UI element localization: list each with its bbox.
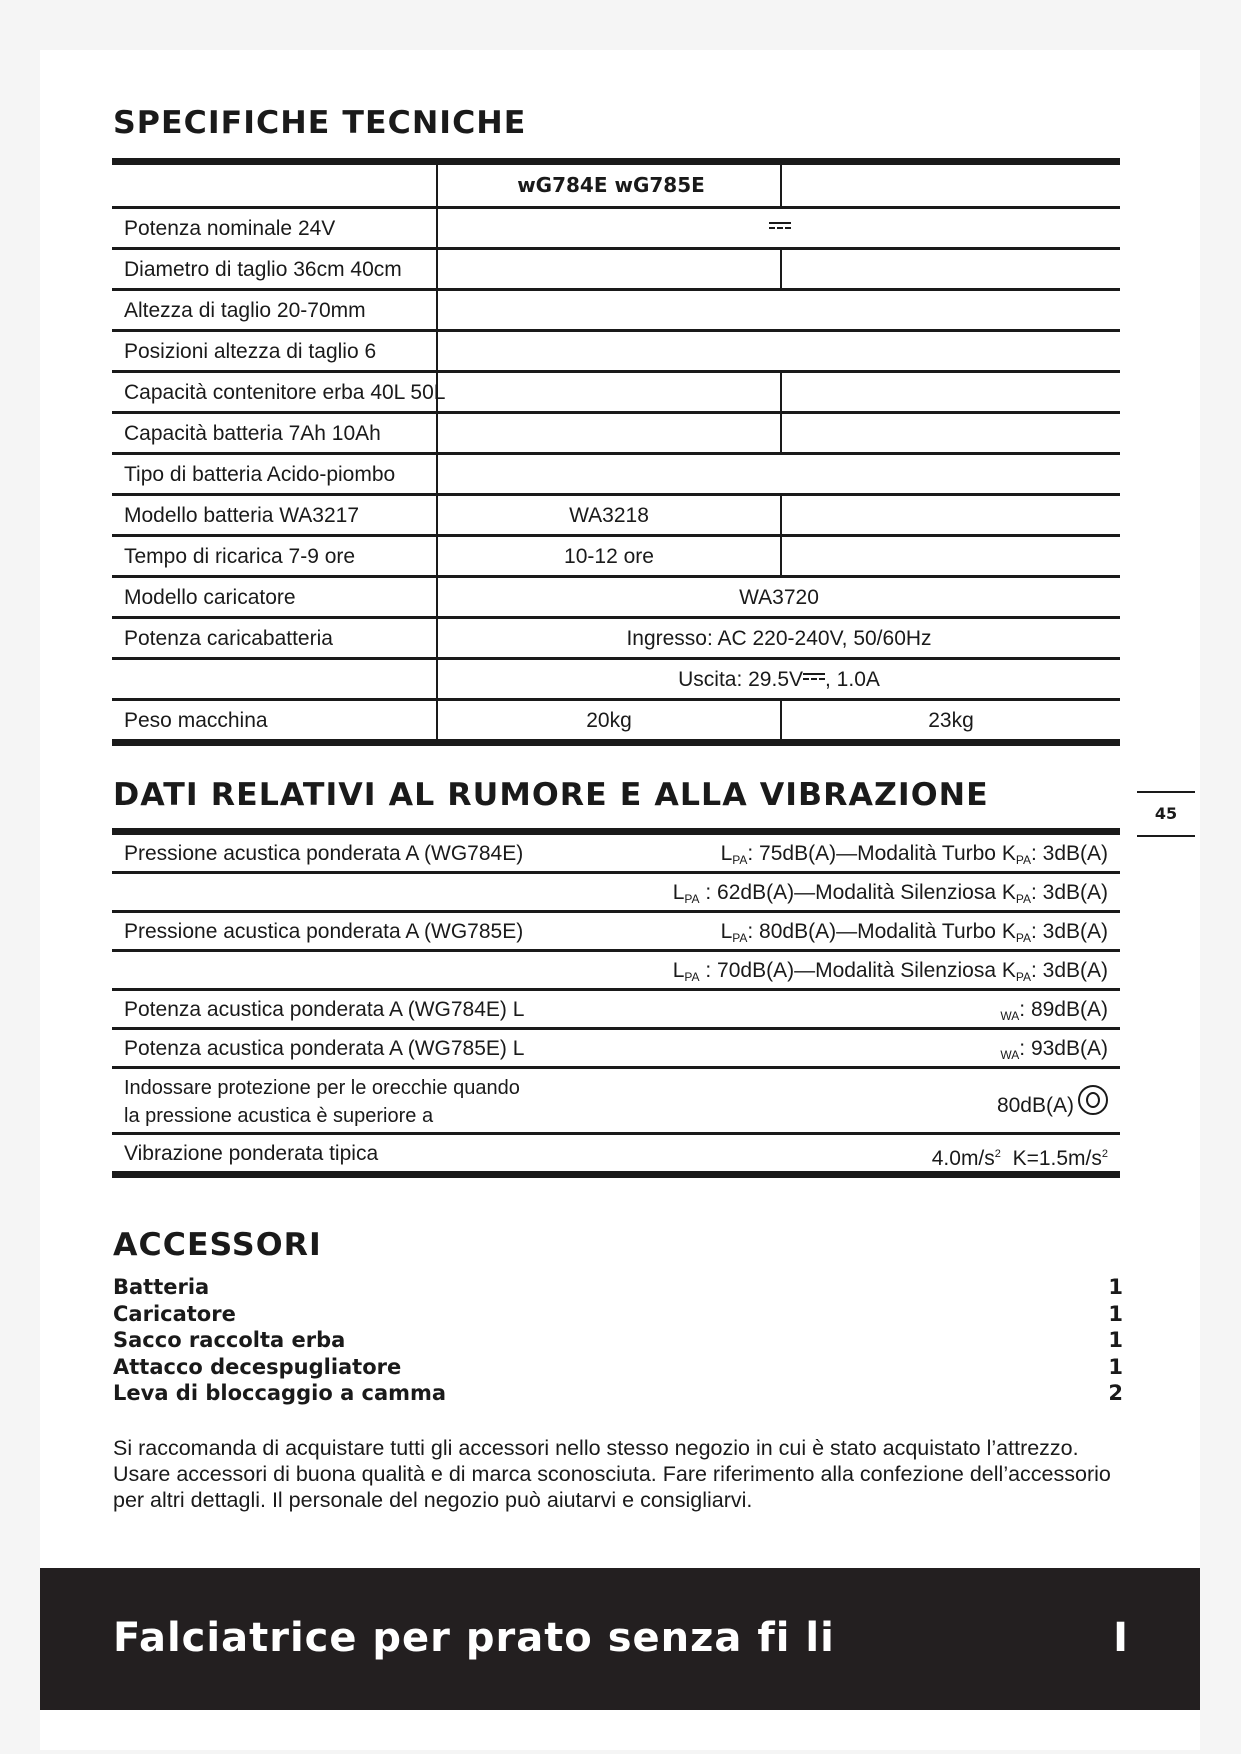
noise-value: $4.0m/s^2$ $K=1.5m/s^2$: [931, 1147, 1108, 1170]
list-item: Attacco decespugliatore 1: [113, 1354, 1123, 1379]
list-item: Caricatore 1: [113, 1301, 1123, 1326]
noise-row: [112, 1030, 1120, 1069]
noise-row: [112, 913, 1120, 952]
spec-value: Uscita: 29.5V , 1.0A: [678, 668, 880, 691]
noise-value: $L_{PA}$: 75dB(A)—Modalità Turbo $K_{PA}$: 3dB(A): [720, 842, 1108, 867]
list-item: Sacco raccolta erba 1: [113, 1328, 1123, 1352]
noise-label: Pressione acustica ponderata A (WG784E): [124, 842, 524, 865]
spec-row: [112, 291, 1120, 332]
noise-value: $L_{PA}$ : 62dB(A)—Modalità Silenziosa $K_{PA}$: 3dB(A): [672, 881, 1108, 906]
noise-title: DATI RELATIVI AL RUMORE E ALLA VIBRAZIONE: [113, 777, 989, 813]
spec-label: Tempo di ricarica 7-9 ore: [124, 545, 356, 568]
spec-label: Peso macchina: [124, 709, 268, 732]
ear-protection-note: Indossare protezione per le orecchie quando la pressione acustica è superiore a: [124, 1077, 520, 1127]
spec-label: Potenza nominale 24V: [124, 217, 336, 240]
spec-row: [112, 455, 1120, 496]
spec-title: SPECIFICHE TECNICHE: [113, 105, 527, 141]
spec-row: [112, 414, 1120, 455]
footer-bar: [40, 1568, 1200, 1710]
spec-row: [112, 619, 1120, 660]
noise-label: Potenza acustica ponderata A (WG784E) L: [124, 998, 525, 1021]
noise-row: [112, 874, 1120, 913]
spec-label: Posizioni altezza di taglio 6: [124, 340, 377, 363]
spec-value: 20kg: [586, 709, 632, 732]
list-item: Leva di bloccaggio a camma 2: [113, 1381, 1123, 1405]
spec-value: 10-12 ore: [564, 545, 654, 568]
noise-value: $L_{PA}$: 80dB(A)—Modalità Turbo $K_{PA}$: 3dB(A): [720, 920, 1108, 945]
dc-symbol-icon: [769, 222, 791, 232]
spec-row: [112, 373, 1120, 414]
ear-protection-icon: [1078, 1085, 1108, 1115]
noise-value: $_{WA}$: 93dB(A): [1000, 1037, 1108, 1062]
models-header: wG784E wG785E: [517, 173, 705, 197]
spec-label: Tipo di batteria Acido-piombo: [124, 463, 396, 486]
noise-value: $L_{PA}$ : 70dB(A)—Modalità Silenziosa $K_{PA}$: 3dB(A): [672, 959, 1108, 984]
spec-header-row: [112, 165, 1120, 209]
dc-symbol-icon: [803, 673, 825, 683]
noise-row: [112, 1069, 1120, 1135]
spec-label: Capacità batteria 7Ah 10Ah: [124, 422, 381, 445]
noise-label: Pressione acustica ponderata A (WG785E): [124, 920, 524, 943]
noise-row: [112, 835, 1120, 874]
spec-row: [112, 701, 1120, 739]
spec-row: [112, 537, 1120, 578]
noise-label: Vibrazione ponderata tipica: [124, 1142, 379, 1165]
spec-table: [112, 158, 1120, 746]
noise-label: Potenza acustica ponderata A (WG785E) L: [124, 1037, 525, 1060]
noise-row: [112, 991, 1120, 1030]
accessories-list: [113, 1274, 1123, 1407]
spec-row: [112, 660, 1120, 701]
language-code: I: [1113, 1615, 1128, 1661]
accessories-paragraph: Si raccomanda di acquistare tutti gli accessori nello stesso negozio in cui è stato acquistato l’attrezzo. Usare accessori di buona qualità e di marca sconosciuta. Fare riferimento alla confezione dell’accessorio per altri dettagli. Il personale del negozio può aiutarvi e consigliarvi.: [113, 1436, 1111, 1512]
spec-row: [112, 578, 1120, 619]
spec-label: Potenza caricabatteria: [124, 627, 333, 650]
spec-value: 23kg: [928, 709, 974, 732]
noise-row: [112, 1135, 1120, 1171]
spec-label: Diametro di taglio 36cm 40cm: [124, 258, 402, 281]
accessories-title: ACCESSORI: [113, 1227, 322, 1263]
spec-row: [112, 250, 1120, 291]
list-item: Batteria 1: [113, 1275, 1123, 1299]
spec-value: Ingresso: AC 220-240V, 50/60Hz: [626, 627, 932, 650]
noise-value: $_{WA}$: 89dB(A): [1000, 998, 1108, 1023]
spec-row: [112, 496, 1120, 537]
noise-value: 80dB(A): [997, 1085, 1108, 1148]
spec-value: WA3720: [739, 586, 819, 609]
spec-label: Modello caricatore: [124, 586, 296, 609]
page-number: 45: [1137, 791, 1195, 837]
spec-row: [112, 209, 1120, 250]
spec-label: Modello batteria WA3217: [124, 504, 360, 527]
noise-row: [112, 952, 1120, 991]
spec-label: Capacità contenitore erba 40L 50L: [124, 381, 446, 404]
spec-value: WA3218: [569, 504, 649, 527]
spec-row: [112, 332, 1120, 373]
spec-label: Altezza di taglio 20-70mm: [124, 299, 366, 322]
footer-title: Falciatrice per prato senza fi li: [113, 1615, 835, 1661]
noise-table: [112, 828, 1120, 1178]
